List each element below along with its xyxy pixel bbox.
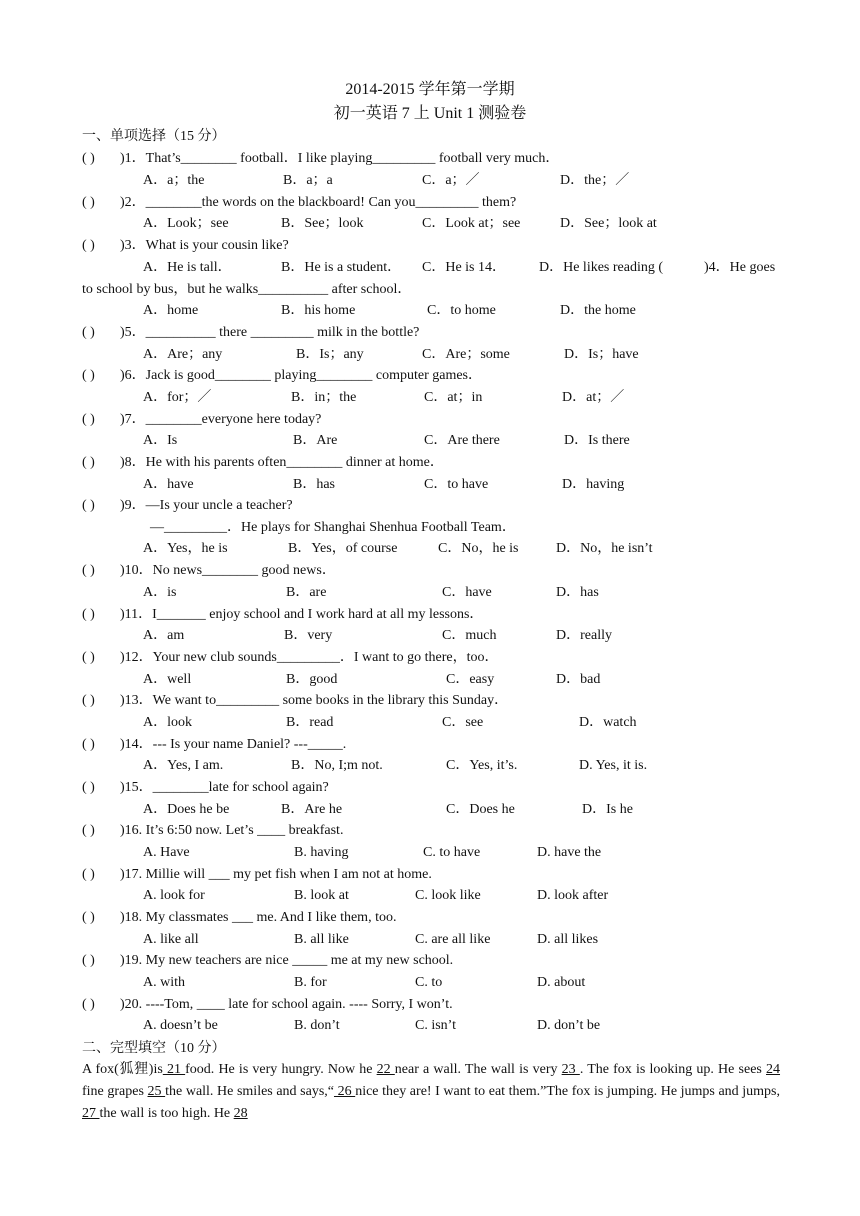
option-b: B. look at	[294, 888, 349, 903]
option-b: B．good	[286, 672, 338, 687]
option-a: A. look for	[143, 888, 205, 903]
option-d: D．He likes reading (	[539, 260, 664, 275]
question-stem: )5．__________ there _________ milk in the bottle?	[120, 325, 420, 340]
blank-23: 23	[561, 1062, 580, 1077]
option-d: D. about	[537, 975, 586, 990]
answer-paren: ( )	[82, 368, 95, 383]
option-b: B．No, I;m not.	[291, 758, 383, 773]
option-c: C．at；in	[424, 390, 483, 405]
question-5	[82, 323, 782, 343]
options-8	[143, 475, 783, 495]
question-8	[82, 453, 782, 473]
option-c: C．have	[442, 585, 492, 600]
answer-paren: ( )	[82, 412, 95, 427]
question-stem: )14．--- Is your name Daniel? ---_____.	[120, 737, 347, 752]
option-b: B. don’t	[294, 1018, 340, 1033]
question-15	[82, 778, 782, 798]
option-a: A．a；the	[143, 173, 205, 188]
option-b: B．a；a	[283, 173, 333, 188]
cloze-passage	[82, 1059, 780, 1125]
answer-paren: ( )	[82, 195, 95, 210]
option-b: B．in；the	[291, 390, 357, 405]
question-7	[82, 410, 782, 430]
option-b: B．See；look	[281, 216, 364, 231]
option-b: B．his home	[281, 303, 356, 318]
question-20	[82, 995, 782, 1015]
option-a: A．look	[143, 715, 192, 730]
option-c: C. to	[415, 975, 443, 990]
option-b: B．are	[286, 585, 327, 600]
cloze-text: the wall is too high. He	[99, 1106, 234, 1121]
answer-paren: ( )	[82, 867, 95, 882]
options-19	[143, 973, 783, 993]
option-a: A．Does he be	[143, 802, 230, 817]
option-d: D. have the	[537, 845, 602, 860]
cloze-text: nice they are! I want to eat them.”The fox is jumping. He jumps and jumps,	[355, 1084, 780, 1099]
answer-paren: ( )	[82, 238, 95, 253]
option-c: C．see	[442, 715, 484, 730]
question-stem: )15．________late for school again?	[120, 780, 329, 795]
option-d: D．watch	[579, 715, 637, 730]
option-b: B. for	[294, 975, 327, 990]
option-c: C. to have	[423, 845, 481, 860]
option-b: B．read	[286, 715, 334, 730]
question-3	[82, 236, 782, 256]
answer-paren: ( )	[82, 693, 95, 708]
question-stem: )8．He with his parents often________ dinner at home．	[120, 455, 444, 470]
option-a: A．He is tall．	[143, 260, 232, 275]
option-d: D．No，he isn’t	[556, 541, 653, 556]
blank-22: 22	[376, 1062, 395, 1077]
cloze-text: fine grapes	[82, 1084, 148, 1099]
options-15	[143, 800, 783, 820]
question-10	[82, 561, 782, 581]
question-stem: )16. It’s 6:50 now. Let’s ____ breakfast.	[120, 823, 344, 838]
answer-paren: ( )	[82, 455, 95, 470]
option-c: C．Are；some	[422, 347, 510, 362]
question-stem: )19. My new teachers are nice _____ me at my new school.	[120, 953, 454, 968]
question-19	[82, 951, 782, 971]
option-c: C. are all like	[415, 932, 491, 947]
option-b: B．Is；any	[296, 347, 364, 362]
option-d: D．the；／	[560, 173, 630, 188]
question-stem: )20. ----Tom, ____ late for school again. ---- Sorry, I won’t.	[120, 997, 453, 1012]
option-d: D. don’t be	[537, 1018, 601, 1033]
option-d: D．bad	[556, 672, 601, 687]
option-d: D．See；look at	[560, 216, 657, 231]
blank-26: 26	[333, 1084, 356, 1099]
options-9	[143, 539, 783, 559]
option-a: A. with	[143, 975, 185, 990]
question-stem-continued: to school by bus，but he walks__________ after school．	[82, 282, 412, 297]
option-a: A．for；／	[143, 390, 212, 405]
options-3	[143, 258, 783, 278]
question-stem: )11．I_______ enjoy school and I work hard at all my lessons．	[120, 607, 484, 622]
option-d: D．Is there	[564, 433, 630, 448]
option-c: C．to home	[427, 303, 496, 318]
question-14	[82, 735, 782, 755]
question-9	[82, 496, 782, 516]
option-c: C．Yes, it’s.	[446, 758, 518, 773]
question-stem-reply: —_________．He plays for Shanghai Shenhua Football Team．	[150, 520, 516, 535]
answer-paren: ( )	[82, 737, 95, 752]
blank-25: 25	[147, 1084, 166, 1099]
answer-paren: ( )	[82, 780, 95, 795]
options-1	[143, 171, 783, 191]
options-11	[143, 626, 783, 646]
option-d: D．Is he	[582, 802, 633, 817]
options-4	[143, 301, 783, 321]
options-12	[143, 670, 783, 690]
options-20	[143, 1016, 783, 1036]
blank-24: 24	[766, 1062, 781, 1077]
question-6	[82, 366, 782, 386]
option-c: C．Look at；see	[422, 216, 521, 231]
question-18	[82, 908, 782, 928]
question-13	[82, 691, 782, 711]
question-4	[82, 280, 782, 300]
cloze-text: food. He is very hungry. Now he	[185, 1062, 377, 1077]
option-c: C．Does he	[446, 802, 515, 817]
option-b: B. having	[294, 845, 349, 860]
question-stem: )13．We want to_________ some books in the library this Sunday．	[120, 693, 509, 708]
answer-paren: ( )	[82, 953, 95, 968]
option-a: A．well	[143, 672, 192, 687]
option-c: C．No，he is	[438, 541, 519, 556]
option-d: D．really	[556, 628, 612, 643]
cloze-text: the wall. He smiles and says,“	[165, 1084, 334, 1099]
answer-paren: ( )	[82, 607, 95, 622]
option-d: D．having	[562, 477, 625, 492]
option-c: C．Are there	[424, 433, 500, 448]
option-b: B．has	[293, 477, 335, 492]
question-stem: )12．Your new club sounds_________．I want to go there，too．	[120, 650, 499, 665]
option-a: A．Are；any	[143, 347, 223, 362]
blank-27: 27	[82, 1106, 100, 1121]
answer-paren: ( )	[82, 997, 95, 1012]
question-1	[82, 149, 782, 169]
option-b: B. all like	[294, 932, 349, 947]
option-c: C．much	[442, 628, 497, 643]
option-d: D. look after	[537, 888, 609, 903]
option-a: A. Have	[143, 845, 190, 860]
options-5	[143, 345, 783, 365]
option-d: D. all likes	[537, 932, 599, 947]
answer-paren: ( )	[82, 498, 95, 513]
option-c: C．He is 14．	[422, 260, 506, 275]
options-18	[143, 930, 783, 950]
section-heading-multiple-choice: 一、单项选择（15 分）	[82, 129, 226, 144]
question-9-reply	[82, 518, 782, 538]
option-a: A．am	[143, 628, 185, 643]
question-stem: )17. Millie will ___ my pet fish when I am not at home.	[120, 867, 432, 882]
option-a: A．Look；see	[143, 216, 229, 231]
option-a: A．home	[143, 303, 199, 318]
question-stem: )9．—Is your uncle a teacher?	[120, 498, 293, 513]
option-a: A．Yes, I am.	[143, 758, 224, 773]
question-stem: )10．No news________ good news．	[120, 563, 336, 578]
answer-paren: ( )	[82, 823, 95, 838]
options-7	[143, 431, 783, 451]
question-12	[82, 648, 782, 668]
blank-21: 21	[162, 1062, 186, 1077]
question-stem: )18. My classmates ___ me. And I like them, too.	[120, 910, 397, 925]
options-13	[143, 713, 783, 733]
option-b: B．Yes，of course	[288, 541, 398, 556]
option-a: A. doesn’t be	[143, 1018, 218, 1033]
option-b: B．very	[284, 628, 333, 643]
question-17	[82, 865, 782, 885]
option-d: D．has	[556, 585, 599, 600]
page-title-year: 2014-2015 学年第一学期	[345, 81, 515, 98]
options-10	[143, 583, 783, 603]
question-stem: )7．________everyone here today?	[120, 412, 322, 427]
cloze-text: . The fox is looking up. He sees	[579, 1062, 767, 1077]
option-d: D．Is；have	[564, 347, 639, 362]
option-b: B．Are he	[281, 802, 343, 817]
answer-paren: ( )	[82, 325, 95, 340]
question-11	[82, 605, 782, 625]
cloze-text: near a wall. The wall is very	[394, 1062, 562, 1077]
option-a: A．have	[143, 477, 194, 492]
option-d: D. Yes, it is.	[579, 758, 648, 773]
options-17	[143, 886, 783, 906]
cloze-text: A fox(狐狸)is	[82, 1062, 163, 1077]
options-6	[143, 388, 783, 408]
options-2	[143, 214, 783, 234]
option-d: D．the home	[560, 303, 636, 318]
option-c: C．a；／	[422, 173, 480, 188]
option-c: C．to have	[424, 477, 489, 492]
question-16	[82, 821, 782, 841]
option-d: D．at；／	[562, 390, 625, 405]
options-14	[143, 756, 783, 776]
option-c: C. isn’t	[415, 1018, 456, 1033]
option-a: A．Yes，he is	[143, 541, 228, 556]
answer-paren: ( )	[82, 910, 95, 925]
option-a: A. like all	[143, 932, 199, 947]
question-stem: )1．That’s________ football．I like playing_________ football very much．	[120, 151, 560, 166]
option-b: B．Are	[293, 433, 338, 448]
question-stem: )3．What is your cousin like?	[120, 238, 289, 253]
question-stem: )2．________the words on the blackboard! Can you_________ them?	[120, 195, 517, 210]
option-a: A．Is	[143, 433, 178, 448]
question-stem: )6．Jack is good________ playing________ computer games．	[120, 368, 483, 383]
option-c: C. look like	[415, 888, 481, 903]
section-heading-cloze: 二、完型填空（10 分）	[82, 1041, 226, 1056]
options-16	[143, 843, 783, 863]
answer-paren: ( )	[82, 563, 95, 578]
option-b: B．He is a student．	[281, 260, 402, 275]
option-c: C．easy	[446, 672, 495, 687]
question-4-stem-start: )4．He goes	[704, 260, 776, 275]
answer-paren: ( )	[82, 151, 95, 166]
blank-28: 28	[233, 1106, 248, 1121]
page-title-unit: 初一英语 7 上 Unit 1 测验卷	[333, 105, 527, 122]
question-2	[82, 193, 782, 213]
answer-paren: ( )	[82, 650, 95, 665]
option-a: A．is	[143, 585, 177, 600]
